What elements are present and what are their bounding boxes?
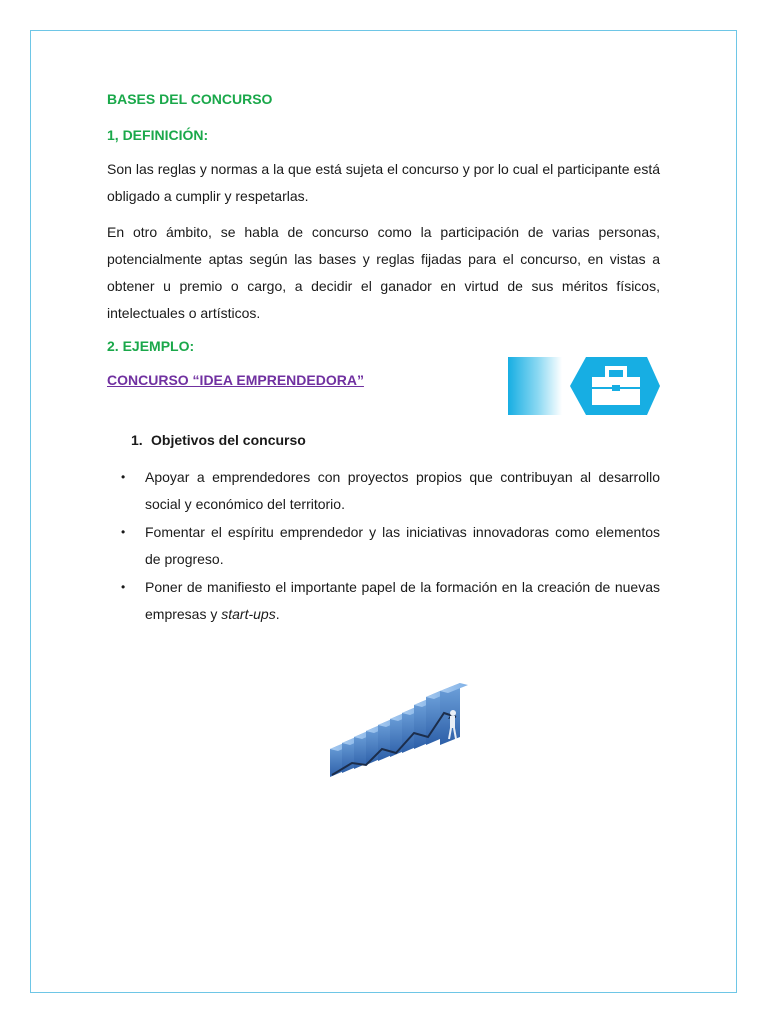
bullet-icon: • <box>121 470 126 484</box>
document-content <box>107 88 660 629</box>
bullet-icon: • <box>121 525 126 539</box>
objectives-list <box>107 464 660 628</box>
definition-paragraph: Son las reglas y normas a la que está sujeta el concurso y por lo cual el participante está obligado a cumplir y respetarlas. <box>107 161 660 204</box>
list-item <box>107 519 660 573</box>
definition-paragraph: En otro ámbito, se habla de concurso como la participación de varias personas, potencialmente aptas según las bases y reglas fijadas para el concurso, en vistas a obtener u premio o cargo, a decidir el ganador en virtud de sus méritos físicos, intelectuales o artísticos. <box>107 224 660 321</box>
objectives-heading <box>131 430 660 450</box>
objective-italic-term: start-ups <box>221 606 276 622</box>
document-title: BASES DEL CONCURSO <box>107 91 273 107</box>
objectives-number: 1. <box>131 432 143 448</box>
objective-text: Poner de manifiesto el importante papel de la formación en la creación de nuevas empresas y <box>145 579 660 622</box>
list-item <box>107 574 660 628</box>
objective-text: Apoyar a emprendedores con proyectos propios que contribuyan al desarrollo social y económico del territorio. <box>145 469 660 512</box>
example-heading: 2. EJEMPLO: <box>107 338 195 354</box>
bullet-icon: • <box>121 580 126 594</box>
bar-chart-growth-icon <box>322 679 482 784</box>
contest-row <box>107 370 660 430</box>
contest-title-link[interactable]: CONCURSO “IDEA EMPRENDEDORA” <box>107 372 364 388</box>
list-item <box>107 464 660 518</box>
objective-text: Fomentar el espíritu emprendedor y las iniciativas innovadoras como elementos de progreso. <box>145 524 660 567</box>
objective-end-punctuation: . <box>275 606 280 622</box>
objectives-title: Objetivos del concurso <box>151 432 306 448</box>
definition-heading: 1, DEFINICIÓN: <box>107 127 209 143</box>
briefcase-icon <box>508 357 660 415</box>
